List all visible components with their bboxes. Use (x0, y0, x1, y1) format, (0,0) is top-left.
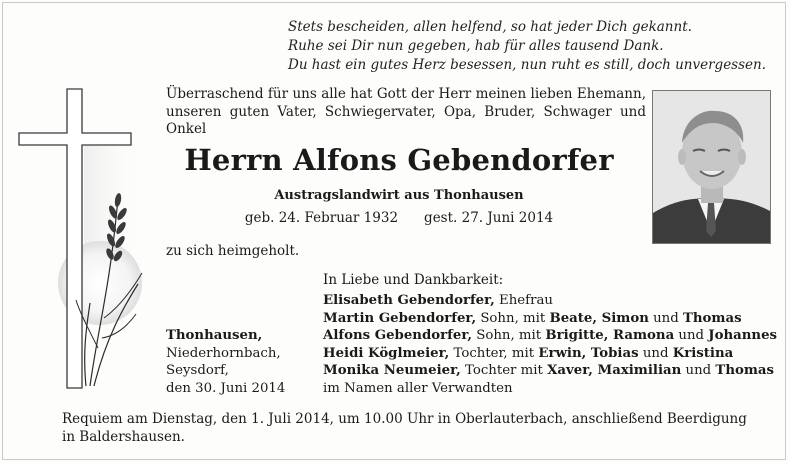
birth-date: geb. 24. Februar 1932 (244, 210, 399, 226)
poem-line: Ruhe sei Dir nun gegeben, hab für alles tausend Dank. (288, 38, 664, 54)
place-date-block (166, 327, 285, 397)
gratitude-heading: In Liebe und Dankbarkeit: (323, 272, 504, 288)
poem-line: Du hast ein gutes Herz besessen, nun ruht es still, doch unvergessen. (288, 57, 767, 73)
heimgeholt-text: zu sich heimgeholt. (166, 243, 300, 259)
deceased-name: Herrn Alfons Gebendorfer (184, 143, 614, 177)
family-line: Heidi Köglmeier, Tochter, mit Erwin, Tobias und Kristina (323, 345, 734, 361)
place-line: Niederhornbach, (166, 345, 281, 361)
family-line: im Namen aller Verwandten (323, 380, 513, 396)
family-line: Monika Neumeier, Tochter mit Xaver, Maximilian und Thomas (323, 363, 775, 378)
family-line: Elisabeth Gebendorfer, Ehefrau (323, 293, 553, 308)
place-line: den 30. Juni 2014 (166, 380, 286, 396)
cross-wheat-icon (18, 88, 150, 390)
poem-line: Stets bescheiden, allen helfend, so hat jeder Dich gekannt. (288, 19, 692, 35)
family-line: Martin Gebendorfer, Sohn, mit Beate, Simon und Thomas (323, 310, 742, 326)
intro-text: Überraschend für uns alle hat Gott der Herr meinen lieben Ehemann, unseren guten Vater, Schwiegervater, Opa, Bruder, Schwager und Onkel (166, 86, 646, 137)
memorial-poem (288, 18, 766, 75)
place-line: Seysdorf, (166, 363, 229, 378)
requiem-text: Requiem am Dienstag, den 1. Juli 2014, um 10.00 Uhr in Oberlauterbach, anschließend Beerdigung in Baldershausen. (62, 411, 747, 445)
family-list (323, 292, 777, 397)
family-line: Alfons Gebendorfer, Sohn, mit Brigitte, Ramona und Johannes (323, 328, 778, 343)
deceased-title: Austragslandwirt aus Thonhausen (274, 188, 524, 203)
death-date: gest. 27. Juni 2014 (424, 210, 554, 226)
place-line: Thonhausen, (166, 328, 263, 343)
portrait-photo (652, 90, 771, 244)
life-dates (166, 210, 632, 226)
